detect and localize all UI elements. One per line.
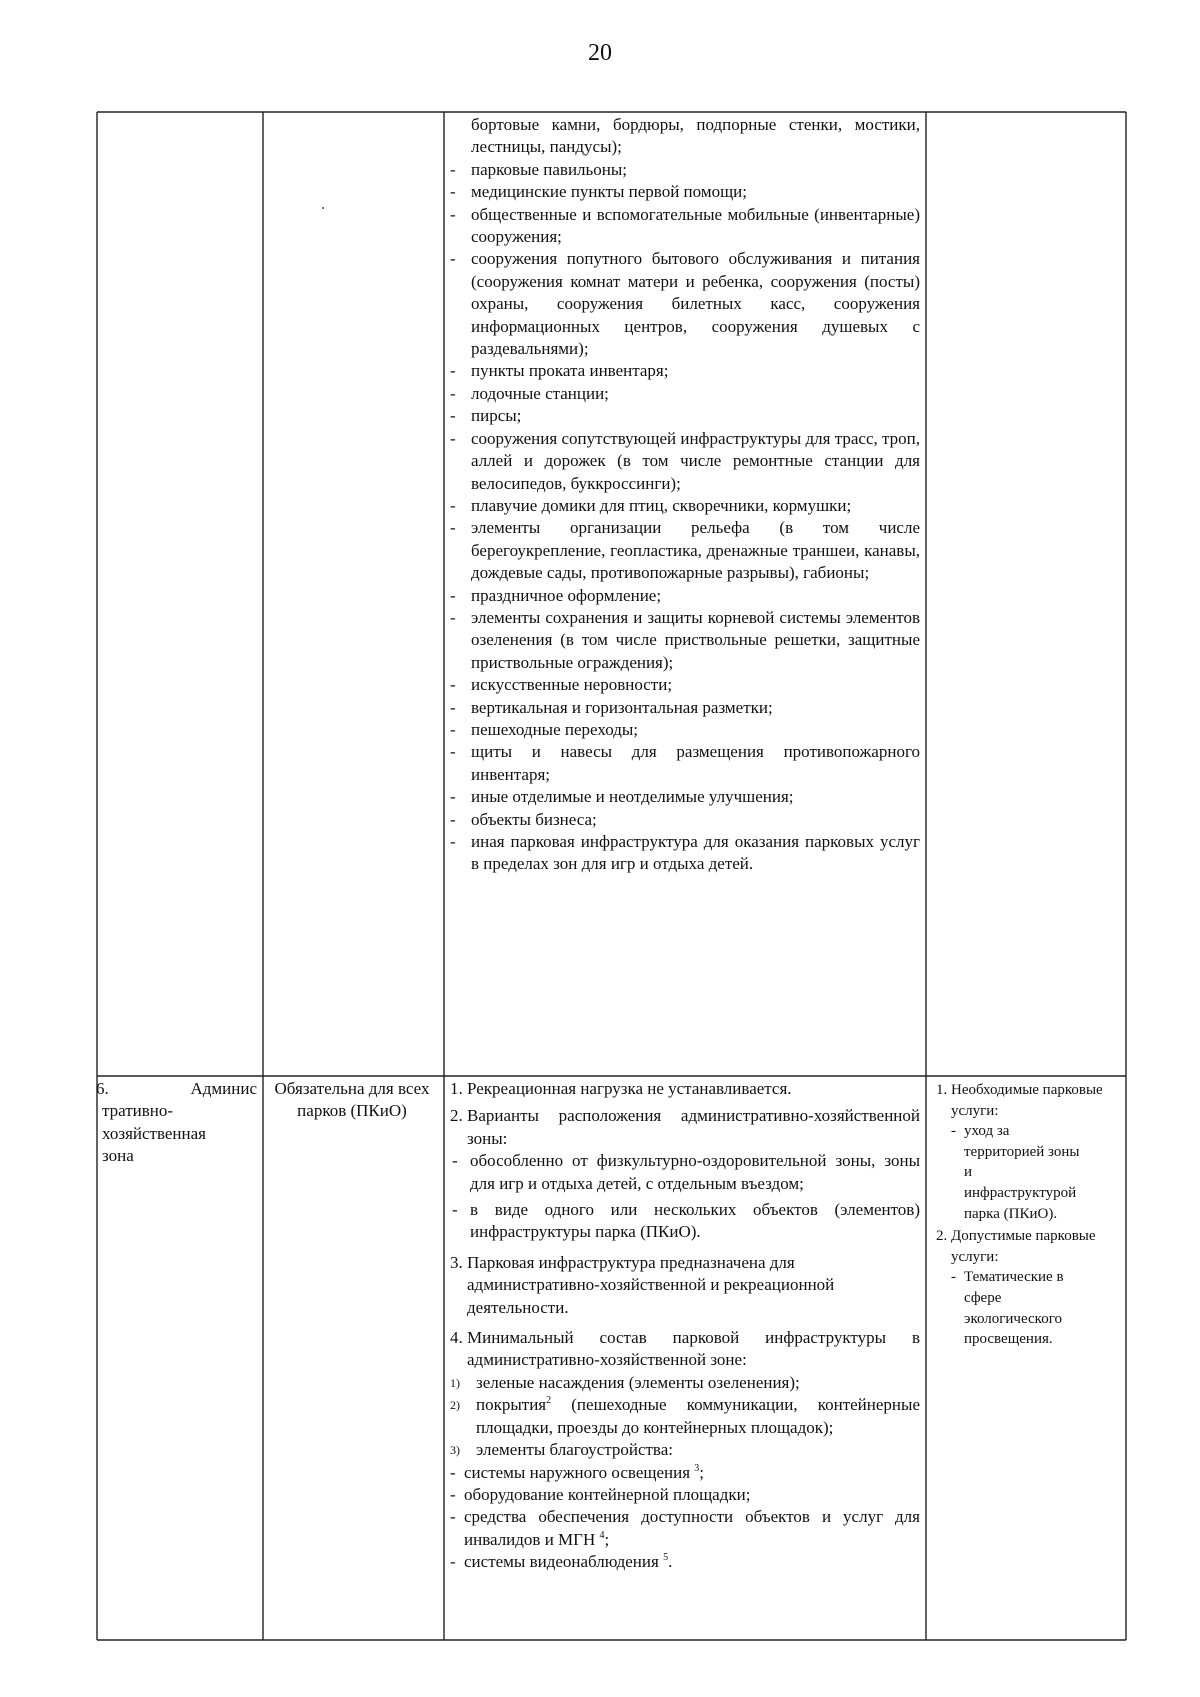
row6-number: 6.: [96, 1079, 109, 1098]
list-item: - системы видеонаблюдения $^5$.: [450, 1552, 673, 1572]
list-item: - пункты проката инвентаря;: [450, 361, 669, 381]
sub-item: 2) покрытия$^2$ (пешеходные коммуникации, контейнерные площадки, проезды до контейнерных площадок);: [450, 1395, 920, 1437]
list-item: - праздничное оформление;: [450, 585, 662, 605]
list-item: - лодочные станции;: [450, 383, 609, 403]
list-item: - элементы сохранения и защиты корневой системы элементов озеленения (в том числе приствольные решетки, защитные приствольные ограждения);: [450, 607, 920, 672]
row-prev-infrastructure-list: [450, 114, 920, 876]
services-item: - уход за территорией зоны и инфраструктурой парка (ПКиО).: [951, 1123, 1080, 1222]
row6-zone-name: 6. Админис тративно-хозяйственная зона: [96, 1079, 257, 1166]
list-item: - системы наружного освещения $^3$;: [450, 1462, 705, 1482]
list-item: - пирсы;: [450, 406, 522, 426]
list-item: - обособленно от физкультурно-оздоровительной зоны, зоны для игр и отдыха детей, с отдельным въездом;: [452, 1151, 920, 1193]
row6-requirement: Обязательна для всех парков (ПКиО): [274, 1079, 430, 1121]
list-item: - элементы организации рельефа (в том числе берегоукрепление, геопластика, дренажные траншеи, канавы, дождевые сады, противопожарные разрывы), габионы;: [450, 518, 920, 583]
list-item: - иные отделимые и неотделимые улучшения;: [450, 787, 794, 807]
list-item: - оборудование контейнерной площадки;: [450, 1484, 751, 1504]
list-item: - пешеходные переходы;: [450, 719, 639, 739]
row6-park-services: [936, 1080, 1112, 1350]
sub-item: 1) зеленые насаждения (элементы озеленения);: [450, 1372, 800, 1392]
paragraph: 3. Парковая инфраструктура предназначена для административно-хозяйственной и рекреационной деятельности.: [450, 1252, 835, 1317]
sub-item: 3) элементы благоустройства:: [450, 1440, 674, 1460]
list-item: - медицинские пункты первой помощи;: [450, 182, 747, 202]
list-item: - иная парковая инфраструктура для оказания парковых услуг в пределах зон для игр и отдыха детей.: [450, 832, 920, 874]
list-item: бортовые камни, бордюры, подпорные стенки, мостики, лестницы, пандусы);: [471, 115, 920, 157]
services-item: - Тематические в сфере экологического просвещения.: [951, 1269, 1064, 1348]
list-item: - парковые павильоны;: [450, 159, 628, 179]
list-item: - в виде одного или нескольких объектов (элементов) инфраструктуры парка (ПКиО).: [452, 1200, 920, 1242]
paragraph: 1. Рекреационная нагрузка не устанавливается.: [450, 1079, 792, 1098]
list-item: - сооружения сопутствующей инфраструктуры для трасс, троп, аллей и дорожек (в том числе ремонтные станции для велосипедов, буккроссинги);: [450, 428, 920, 493]
row6-description: [450, 1078, 920, 1574]
services-paragraph: 2. Допустимые парковые услуги:: [936, 1228, 1096, 1265]
paragraph: 4. Минимальный состав парковой инфраструктуры в административно-хозяйственной зоне:: [450, 1328, 920, 1370]
paragraph: 2. Варианты расположения административно-хозяйственной зоны:: [450, 1106, 920, 1148]
row6-zone-name-first-line: 6. Админис: [96, 1078, 257, 1100]
list-item: - плавучие домики для птиц, скворечники, кормушки;: [450, 495, 852, 515]
list-item: - средства обеспечения доступности объектов и услуг для инвалидов и МГН $^4$;: [450, 1507, 920, 1549]
list-item: - сооружения попутного бытового обслуживания и питания (сооружения комнат матери и ребенка, сооружения (посты) охраны, сооружения билетных касс, сооружения информационных центров, сооружения душевых с раздевальнями);: [450, 249, 920, 359]
page-number: 20: [588, 40, 612, 66]
list-item: - объекты бизнеса;: [450, 809, 597, 829]
services-paragraph: 1. Необходимые парковые услуги:: [936, 1082, 1103, 1119]
list-item: - щиты и навесы для размещения противопожарного инвентаря;: [450, 742, 920, 784]
list-item: - искусственные неровности;: [450, 675, 673, 695]
list-item: - общественные и вспомогательные мобильные (инвентарные) сооружения;: [450, 204, 920, 247]
list-item: - вертикальная и горизонтальная разметки;: [450, 697, 773, 717]
